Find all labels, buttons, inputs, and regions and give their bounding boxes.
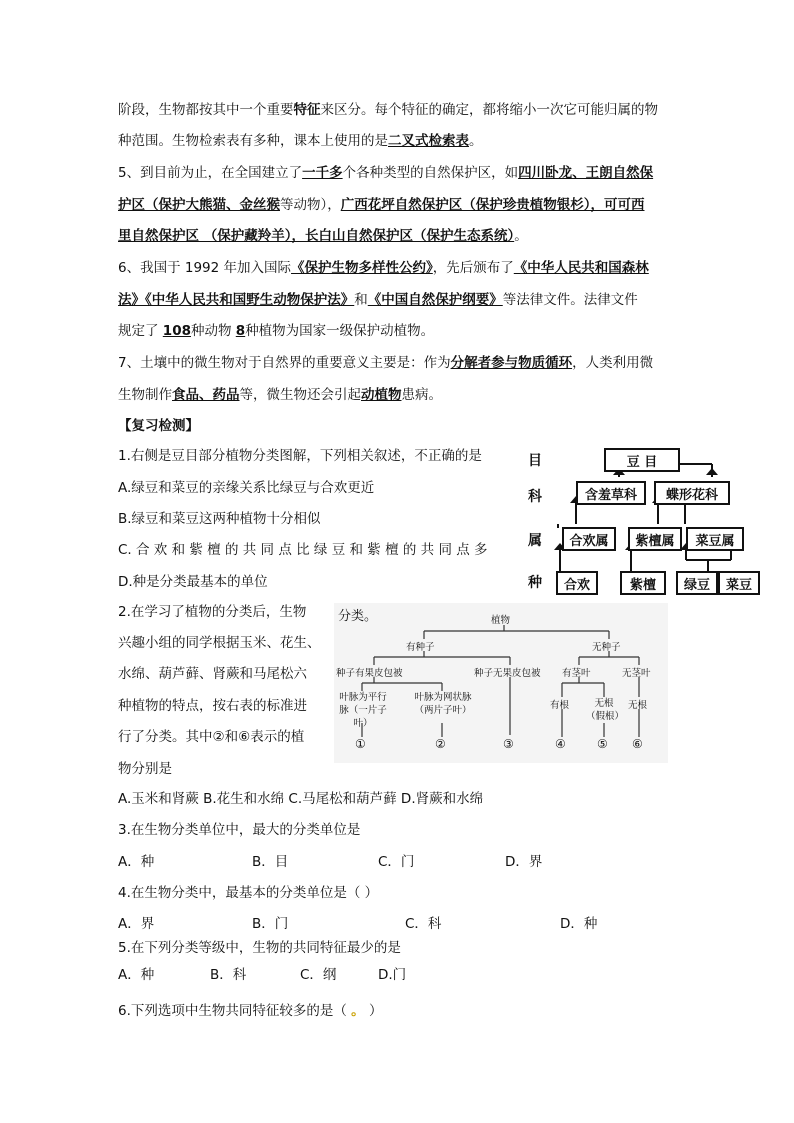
legume-classification-diagram xyxy=(520,448,764,598)
para-line-3: 5、到目前为止，在全国建立了一千多个各种类型的自然保护区，如四川卧龙、王朗自然保 xyxy=(118,165,654,181)
node-with-seeds: 有种子 xyxy=(406,642,435,653)
para-line-2: 种范围。生物检索表有多种，课本上使用的是二叉式检索表。 xyxy=(118,133,483,149)
rank-label-order: 目 xyxy=(528,453,542,469)
q5-option-c: C．纲 xyxy=(300,967,337,983)
q3-stem: 3.在生物分类单位中，最大的分类单位是 xyxy=(118,822,361,838)
box-genus-albizia: 合欢属 xyxy=(562,527,616,551)
node-monocot: 叶脉为平行脉（一片子叶） xyxy=(339,692,387,729)
node-no-stem-leaf: 无茎叶 xyxy=(622,668,651,679)
q2-line-3: 水绵、葫芦藓、肾蕨和马尾松六 xyxy=(118,666,307,682)
node-pseudo-root: 无根（假根） xyxy=(586,698,625,722)
rank-label-family: 科 xyxy=(528,489,542,505)
q3-option-b: B．目 xyxy=(252,854,289,870)
box-family-mimosaceae: 含羞草科 xyxy=(576,481,646,505)
q5-option-d: D.门 xyxy=(378,967,407,983)
box-species-pterocarpus: 紫檀 xyxy=(620,571,666,595)
q3-option-d: D．界 xyxy=(505,854,543,870)
diagram2-heading: 分类。 xyxy=(338,609,378,624)
q1-stem: 1.右侧是豆目部分植物分类图解，下列相关叙述，不正确的是 xyxy=(118,448,482,464)
section-title: 【复习检测】 xyxy=(118,418,199,434)
q4-option-d: D．种 xyxy=(560,916,598,932)
num-2: ② xyxy=(435,737,446,751)
box-family-fabaceae: 蝶形花科 xyxy=(654,481,730,505)
para-line-6: 6、我国于 1992 年加入国际《保护生物多样性公约》，先后颁布了《中华人民共和国森林 xyxy=(118,260,649,276)
node-angiosperm: 种子有果皮包被 xyxy=(336,668,403,679)
q1-option-b: B.绿豆和菜豆这两种植物十分相似 xyxy=(118,511,321,527)
node-with-root: 有根 xyxy=(550,700,570,711)
num-4: ④ xyxy=(555,737,566,751)
node-plant: 植物 xyxy=(491,615,511,626)
q1-option-a: A.绿豆和菜豆的亲缘关系比绿豆与合欢更近 xyxy=(118,480,375,496)
rank-label-genus: 属 xyxy=(528,533,542,549)
q5-option-b: B．科 xyxy=(210,967,247,983)
diagram2-lines xyxy=(334,603,668,763)
q5-option-a: A．种 xyxy=(118,967,155,983)
q1-option-d: D.种是分类最基本的单位 xyxy=(118,574,268,590)
q2-line-1: 2.在学习了植物的分类后，生物 xyxy=(118,604,307,620)
node-gymnosperm: 种子无果皮包被 xyxy=(474,668,541,679)
para-line-5: 里自然保护区 （保护藏羚羊），长白山自然保护区（保护生态系统）。 xyxy=(118,228,528,244)
num-3: ③ xyxy=(503,737,514,751)
node-no-root: 无根 xyxy=(628,700,648,711)
box-genus-phaseolus: 菜豆属 xyxy=(686,527,744,551)
box-species-mungbean: 绿豆 xyxy=(676,571,718,595)
node-dicot: 叶脉为网状脉（两片子叶） xyxy=(414,692,472,716)
plant-classification-diagram xyxy=(334,603,668,763)
q3-option-c: C．门 xyxy=(378,854,415,870)
para-line-4: 护区（保护大熊猫、金丝猴等动物），广西花坪自然保护区（保护珍贵植物银杉），可可西 xyxy=(118,197,645,213)
q4-option-c: C．科 xyxy=(405,916,442,932)
box-order: 豆 目 xyxy=(604,448,680,472)
q1-option-c: C. 合 欢 和 紫 檀 的 共 同 点 比 绿 豆 和 紫 檀 的 共 同 点 多 xyxy=(118,542,488,558)
q4-stem: 4.在生物分类中，最基本的分类单位是（ ） xyxy=(118,885,379,901)
node-without-seeds: 无种子 xyxy=(592,642,621,653)
num-1: ① xyxy=(355,737,366,751)
box-species-kidneybean: 菜豆 xyxy=(718,571,760,595)
para-line-10: 生物制作食品、药品等，微生物还会引起动植物患病。 xyxy=(118,387,442,403)
q5-stem: 5.在下列分类等级中，生物的共同特征最少的是 xyxy=(118,940,401,956)
q6-stem: 6.下列选项中生物共同特征较多的是（ 。 ） xyxy=(118,1003,383,1019)
q2-line-2: 兴趣小组的同学根据玉米、花生、 xyxy=(118,635,321,651)
box-genus-pterocarpus: 紫檀属 xyxy=(628,527,682,551)
q2-line-4: 种植物的特点，按右表的标准进 xyxy=(118,698,307,714)
q2-options: A.玉米和肾蕨 B.花生和水绵 C.马尾松和葫芦藓 D.肾蕨和水绵 xyxy=(118,791,484,807)
node-stem-leaf: 有茎叶 xyxy=(562,668,591,679)
para-line-9: 7、土壤中的微生物对于自然界的重要意义主要是：作为分解者参与物质循环，人类利用微 xyxy=(118,355,654,371)
box-species-albizia: 合欢 xyxy=(556,571,598,595)
q2-line-5: 行了分类。其中②和⑥表示的植 xyxy=(118,729,305,745)
para-line-1: 阶段，生物都按其中一个重要特征来区分。每个特征的确定，都将缩小一次它可能归属的物 xyxy=(118,102,658,118)
q4-option-b: B．门 xyxy=(252,916,289,932)
q3-option-a: A．种 xyxy=(118,854,155,870)
num-5: ⑤ xyxy=(597,737,608,751)
para-line-7: 法》《中华人民共和国野生动物保护法》和《中国自然保护纲要》等法律文件。法律文件 xyxy=(118,292,638,308)
num-6: ⑥ xyxy=(632,737,643,751)
para-line-8: 规定了 108种动物 8种植物为国家一级保护动植物。 xyxy=(118,323,435,339)
q4-option-a: A．界 xyxy=(118,916,155,932)
q2-line-6: 物分别是 xyxy=(118,761,172,777)
rank-label-species: 种 xyxy=(528,575,542,591)
